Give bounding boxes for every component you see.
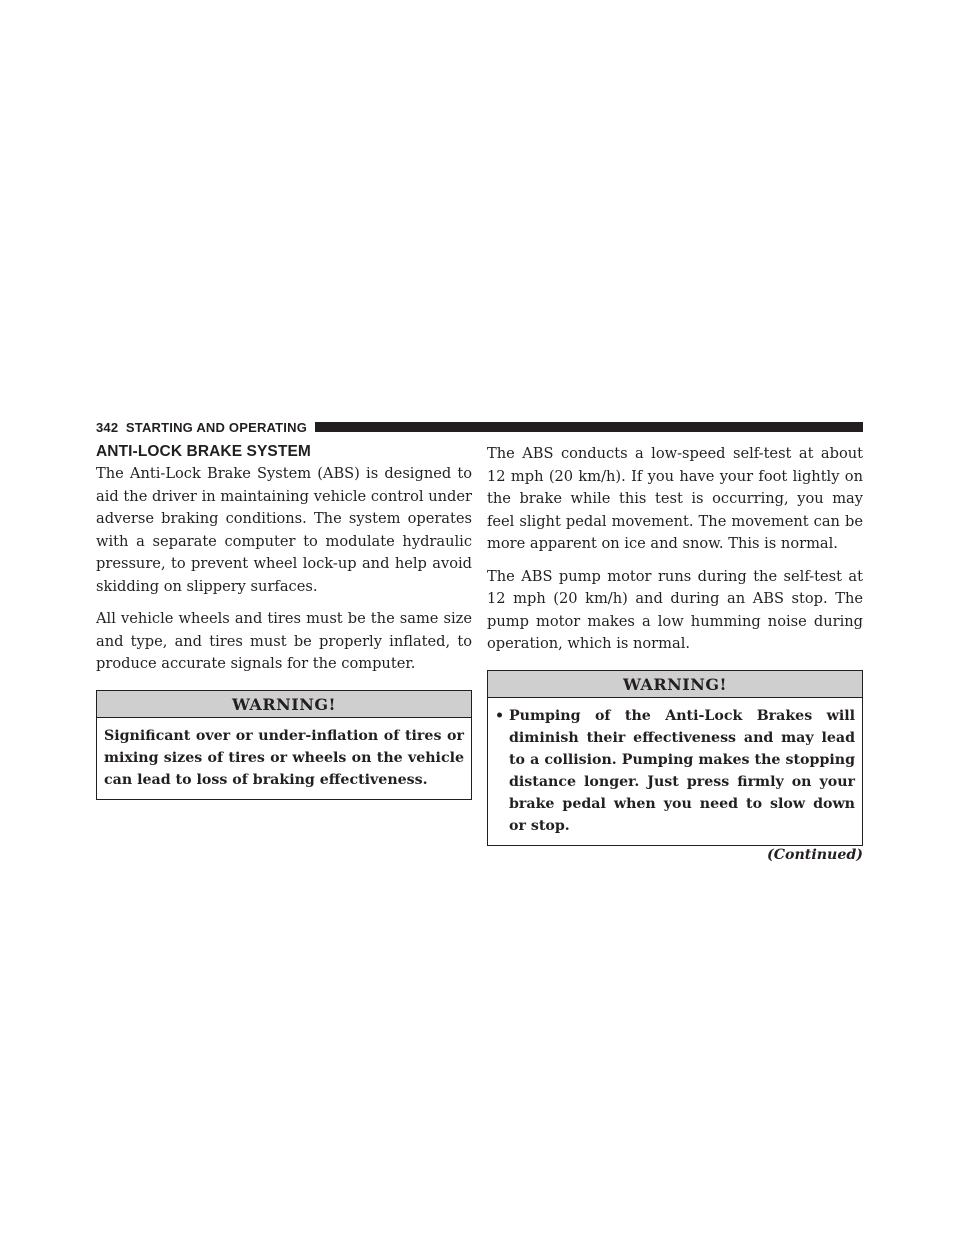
header-rule [315,422,863,432]
section-title: ANTI-LOCK BRAKE SYSTEM [96,443,311,460]
continued-label: (Continued) [766,846,863,863]
paragraph: All vehicle wheels and tires must be the same size and type, and tires must be properly inflated, to produce accurate signals for the computer. [96,610,472,672]
warning-title: WARNING! [488,671,862,698]
warning-title: WARNING! [97,691,471,718]
header-label [96,420,315,435]
page-header [96,419,863,435]
page-number: 342 [96,419,119,435]
list-item [495,705,855,837]
paragraph: The ABS conducts a low-speed self-test at about 12 mph (20 km/h). If you have your foot lightly on the brake while this test is occurring, you may feel slight pedal movement. The movement can be more apparent on ice and snow. This is normal. [487,445,863,552]
warning-box [96,690,472,800]
warning-box [487,670,863,846]
right-column [487,443,863,863]
warning-list [488,698,862,845]
warning-item-text: Pumping of the Anti-Lock Brakes will diminish their effectiveness and may lead to a collision. Pumping makes the stopping distance longer. Just press firmly on your brake pedal when you need to slow down or stop. [509,707,855,834]
warning-text: Significant over or under-inflation of tires or mixing sizes of tires or wheels on the vehicle can lead to loss of braking effectiveness. [104,727,464,788]
section-name: STARTING AND OPERATING [125,419,308,435]
paragraph: The ABS pump motor runs during the self-test at 12 mph (20 km/h) and during an ABS stop. The pump motor makes a low humming noise during operation, which is normal. [487,567,863,652]
left-column [96,443,472,800]
bullet-icon: • [495,707,505,724]
paragraph: The Anti-Lock Brake System (ABS) is designed to aid the driver in maintaining vehicle control under adverse braking conditions. The system operates with a separate computer to modulate hydraulic pressure, to prevent wheel lock-up and help avoid skidding on slippery surfaces. [96,465,472,595]
